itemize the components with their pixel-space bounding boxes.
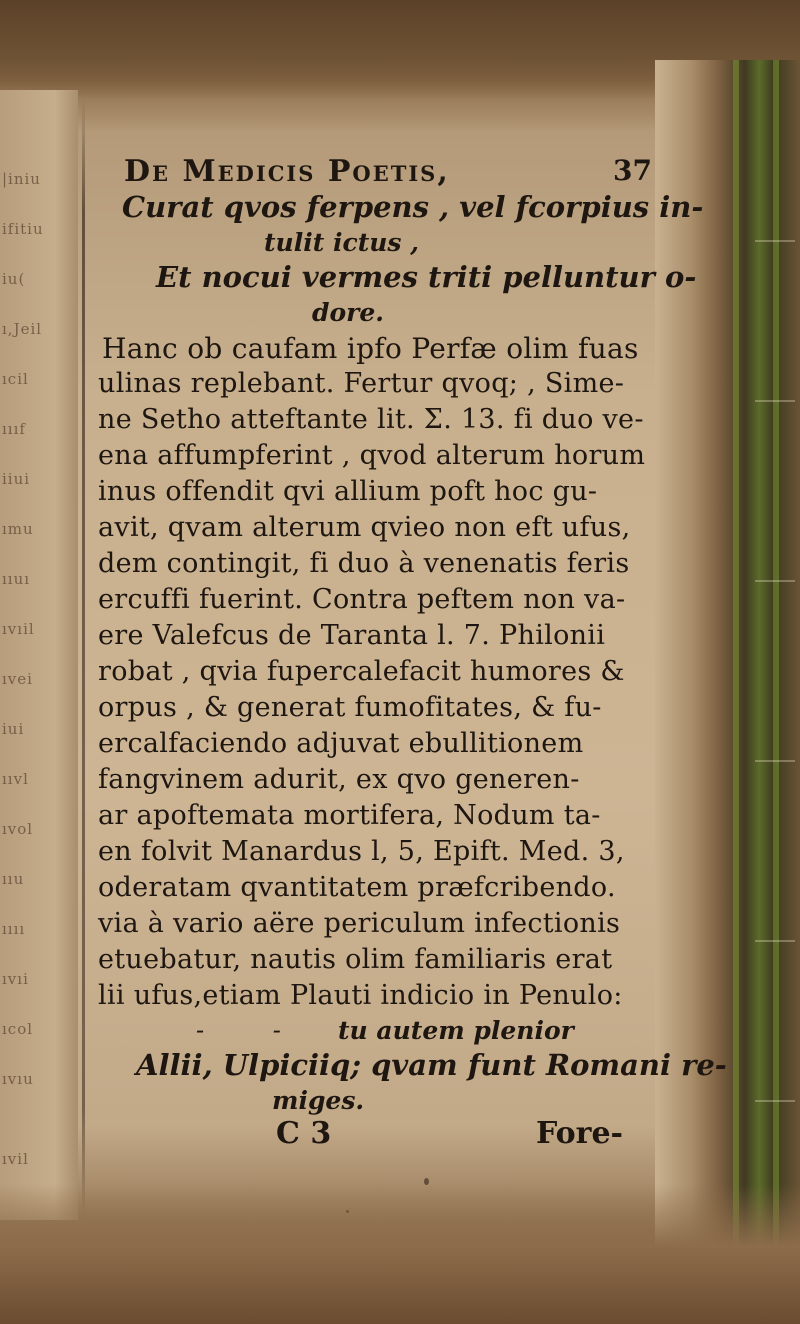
- bleed-text: |iniu: [2, 170, 41, 188]
- prose-line: ulinas replebant. Fertur qvoq; , Sime-: [98, 368, 625, 399]
- prose-line: avit, qvam alterum qvieo non eft ufus,: [98, 512, 631, 543]
- prose-line: oderatam qvantitatem præfcribendo.: [98, 872, 616, 903]
- prose-line: ercalfaciendo adjuvat ebullitionem: [98, 728, 584, 759]
- gutter-tick: [755, 760, 795, 762]
- prose-line: etuebatur, nautis olim familiaris erat: [98, 944, 613, 975]
- bleed-text: ıvıil: [2, 620, 35, 638]
- page-margin-rule: [82, 100, 85, 1220]
- bleed-text: iu(: [2, 270, 26, 288]
- bleed-text: ııuı: [2, 570, 31, 588]
- bleed-text: ıvil: [2, 1150, 29, 1168]
- verse-line: tulit ictus ,: [264, 228, 419, 257]
- prose-line: dem contingit, fi duo à venenatis feris: [98, 548, 630, 579]
- page-number: 37: [613, 154, 652, 187]
- gutter-tick: [755, 580, 795, 582]
- bleed-text: ıvıu: [2, 1070, 34, 1088]
- gutter-tick: [755, 1100, 795, 1102]
- bleed-text: ııu: [2, 870, 25, 888]
- verse-line: Et nocui vermes triti pelluntur o-: [156, 260, 697, 294]
- prose-line: fangvinem adurit, ex qvo generen-: [98, 764, 580, 795]
- prose-line: ercuffi fuerint. Contra peftem non va-: [98, 584, 626, 615]
- bleed-text: ıvol: [2, 820, 34, 838]
- previous-page-edge: [0, 90, 78, 1220]
- bottom-shadow: [0, 1184, 800, 1324]
- bleed-text: ifitiu: [2, 220, 44, 238]
- prose-line: inus offendit qvi allium poft hoc gu-: [98, 476, 598, 507]
- prose-line: orpus , & generat fumofitates, & fu-: [98, 692, 602, 723]
- bleed-text: iui: [2, 720, 25, 738]
- prose-line: Hanc ob caufam ipfo Perfæ olim fuas: [102, 332, 639, 365]
- bleed-text: ı,Jeil: [2, 320, 43, 338]
- prose-line: ena affumpferint , qvod alterum horum: [98, 440, 646, 471]
- running-title: De Medicis Poetis,: [124, 154, 450, 189]
- bleed-text: ıııf: [2, 420, 26, 438]
- prose-line: ne Setho atteftante lit. Σ. 13. fi duo ve-: [98, 404, 644, 435]
- bleed-text: ıvei: [2, 670, 33, 688]
- gutter-tick: [755, 400, 795, 402]
- gutter-tick: [755, 940, 795, 942]
- prose-line: robat , qvia fupercalefacit humores &: [98, 656, 625, 687]
- verse-line: dore.: [312, 298, 384, 327]
- prose-line: en folvit Manardus l, 5, Epift. Med. 3,: [98, 836, 625, 867]
- bleed-text: ııvl: [2, 770, 29, 788]
- gutter-tick: [755, 240, 795, 242]
- quote-line: tu autem plenior: [338, 1016, 574, 1045]
- prose-line: ar apoftemata mortifera, Nodum ta-: [98, 800, 601, 831]
- verse-line: Curat qvos ferpens , vel fcorpius in-: [122, 190, 704, 224]
- running-head: [124, 150, 652, 190]
- book-gutter: [655, 60, 800, 1270]
- catchword: Fore-: [536, 1116, 624, 1151]
- bleed-text: iiui: [2, 470, 31, 488]
- bleed-text: ıcil: [2, 370, 29, 388]
- signature-mark: C 3: [276, 1116, 332, 1151]
- quote-line: miges.: [272, 1086, 365, 1115]
- bleed-text: ıcol: [2, 1020, 34, 1038]
- bleed-text: ıvıi: [2, 970, 29, 988]
- dash-mark: - -: [196, 1016, 281, 1044]
- quote-line: Allii, Ulpiciiq; qvam funt Romani re-: [136, 1048, 727, 1082]
- bleed-text: ımu: [2, 520, 34, 538]
- bleed-text: ıııı: [2, 920, 26, 938]
- prose-line: lii ufus,etiam Plauti indicio in Penulo:: [98, 980, 623, 1011]
- prose-line: ere Valefcus de Taranta l. 7. Philonii: [98, 620, 606, 651]
- gutter-stripe: [733, 60, 739, 1270]
- prose-line: via à vario aëre periculum infectionis: [98, 908, 621, 939]
